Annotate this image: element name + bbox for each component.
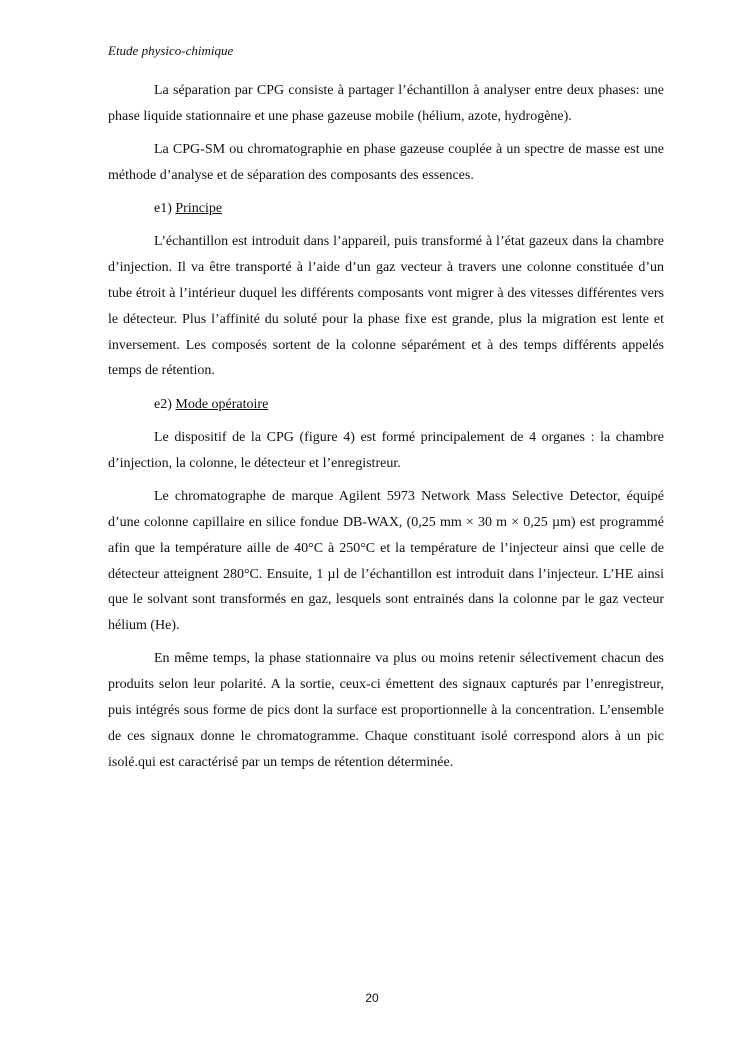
paragraph-cpg-separation: La séparation par CPG consiste à partager l’échantillon à analyser entre deux phases: une phase liquide stationnaire et une phase gazeuse mobile (hélium, azote, hydrogène). (108, 83, 664, 124)
body-content (108, 78, 664, 783)
section-heading-mode-operatoire (108, 392, 664, 418)
paragraph-phase-stationnaire: En même temps, la phase stationnaire va plus ou moins retenir sélectivement chacun des produits selon leur polarité. A la sortie, ceux-ci émettent des signaux capturés par l’enregistreur, puis intégrés sous forme de pics dont la surface est proportionnelle à la concentration. L’ensemble de ces signaux donne le chromatogramme. Chaque constituant isolé correspond alors à un pic isolé.qui est caractérisé par un temps de rétention déterminée. (108, 651, 664, 770)
section-title: Mode opératoire (175, 396, 269, 412)
paragraph-dispositif: Le dispositif de la CPG (figure 4) est formé principalement de 4 organes : la chambre d’injection, la colonne, le détecteur et l’enregistreur. (108, 430, 664, 471)
paragraph-principe: L’échantillon est introduit dans l’appareil, puis transformé à l’état gazeux dans la chambre d’injection. Il va être transporté à l’aide d’un gaz vecteur à travers une colonne constituée d’un tube étroit à l’intérieur duquel les différents composants vont migrer à des vitesses différentes vers le détecteur. Plus l’affinité du soluté pour la phase fixe est grande, plus la migration est lente et inversement. Les composés sortent de la colonne séparément et à des temps différents appelés temps de rétention. (108, 234, 664, 379)
page-number: 20 (365, 991, 379, 1005)
running-header: Etude physico-chimique (108, 43, 234, 58)
section-heading-principe (108, 196, 664, 222)
section-title: Principe (175, 201, 223, 217)
paragraph-chromatographe: Le chromatographe de marque Agilent 5973 Network Mass Selective Detector, équipé d’une colonne capillaire en silice fondue DB-WAX, (0,25 mm × 30 m × 0,25 µm) est programmé afin que la température aille de 40°C à 250°C et la température de l’injecteur ainsi que celle de détecteur atteignent 280°C. Ensuite, 1 µl de l’échantillon est introduit dans l’injecteur. L’HE ainsi que le solvant sont transformés en gaz, lesquels sont entrainés dans la colonne par le gaz vecteur hélium (He). (108, 489, 664, 634)
section-number: e1) (154, 201, 172, 217)
section-number: e2) (154, 396, 172, 412)
paragraph-cpg-sm-definition: La CPG-SM ou chromatographie en phase gazeuse couplée à un spectre de masse est une méthode d’analyse et de séparation des composants des essences. (108, 142, 664, 183)
